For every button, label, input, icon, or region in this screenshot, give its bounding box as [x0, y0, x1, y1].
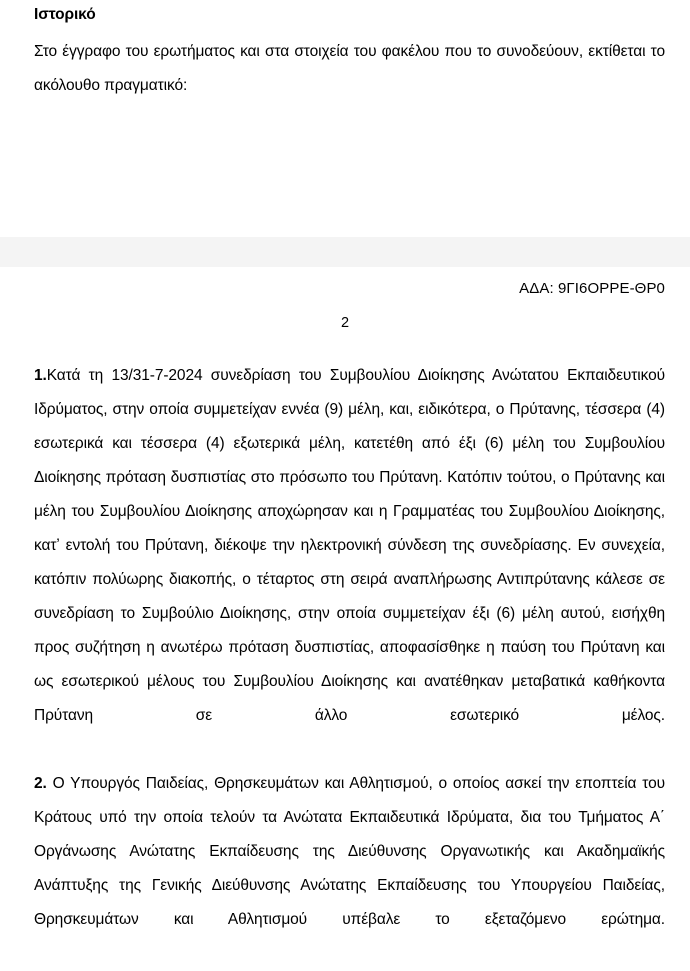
section-heading-istoriko: Ιστορικό [34, 6, 96, 23]
paragraph-marker-2: 2. [34, 775, 47, 792]
ada-code-label: ΑΔΑ: 9ΓΙ6ΟΡΡΕ-ΘΡ0 [519, 280, 665, 297]
numbered-paragraph-2 [34, 767, 665, 971]
page-body [34, 359, 665, 971]
paragraph-text-1: Κατά τη 13/31-7-2024 συνεδρίαση του Συμβουλίου Διοίκησης Ανώτατου Εκπαιδευτικού Ιδρύματος, στην οποία συμμετείχαν εννέα (9) μέλη, και, ειδικότερα, ο Πρύτανης, τέσσερα (4) εσωτερικά και τέσσερα (4) εξωτερικά μέλη, κατετέθη από έξι (6) μέλη του Συμβουλίου Διοίκησης πρόταση δυσπιστίας στο πρόσωπο του Πρύτανη. Κατόπιν τούτου, ο Πρύτανης και μέλη του Συμβουλίου Διοίκησης αποχώρησαν και η Γραμματέας του Συμβουλίου Διοίκησης, κατʼ εντολή του Πρύτανη, διέκοψε την ηλεκτρονική σύνδεση της συνεδρίασης. Εν συνεχεία, κατόπιν πολύωρης διακοπής, ο τέταρτος στη σειρά αναπλήρωσης Αντιπρύτανης κάλεσε σε συνεδρίαση το Συμβούλιο Διοίκησης, στην οποία συμμετείχαν έξι (6) μέλη αυτού, εισήχθη προς συζήτηση η ανωτέρω πρόταση δυσπιστίας, αποφασίσθηκε η παύση του Πρύτανη και ως εσωτερικού μέλους του Συμβουλίου Διοίκησης και ανατέθηκαν μεταβατικά καθήκοντα Πρύτανη σε άλλο εσωτερικό μέλος. [34, 367, 665, 724]
intro-paragraph: Στο έγγραφο του ερωτήματος και στα στοιχεία του φακέλου που το συνοδεύουν, εκτίθεται το ακόλουθο πραγματικό: [34, 43, 665, 94]
paragraph-marker-1: 1. [34, 367, 47, 384]
paragraph-text-2: Ο Υπουργός Παιδείας, Θρησκευμάτων και Αθλητισμού, ο οποίος ασκεί την εποπτεία του Κράτους υπό την οποία τελούν τα Ανώτατα Εκπαιδευτικά Ιδρύματα, δια του Τμήματος Α΄ Οργάνωσης Ανώτατης Εκπαίδευσης της Διεύθυνσης Οργανωτικής και Ακαδημαϊκής Ανάπτυξης της Γενικής Διεύθυνσης Ανώτατης Εκπαίδευσης του Υπουργείου Παιδείας, Θρησκευμάτων και Αθλητισμού υπέβαλε το εξεταζόμενο ερώτημα. [34, 775, 665, 928]
page-number: 2 [340, 315, 350, 331]
page-section-previous [0, 0, 690, 237]
page-section-current [0, 267, 690, 965]
numbered-paragraph-1 [34, 359, 665, 767]
page-separator-band [0, 237, 690, 267]
